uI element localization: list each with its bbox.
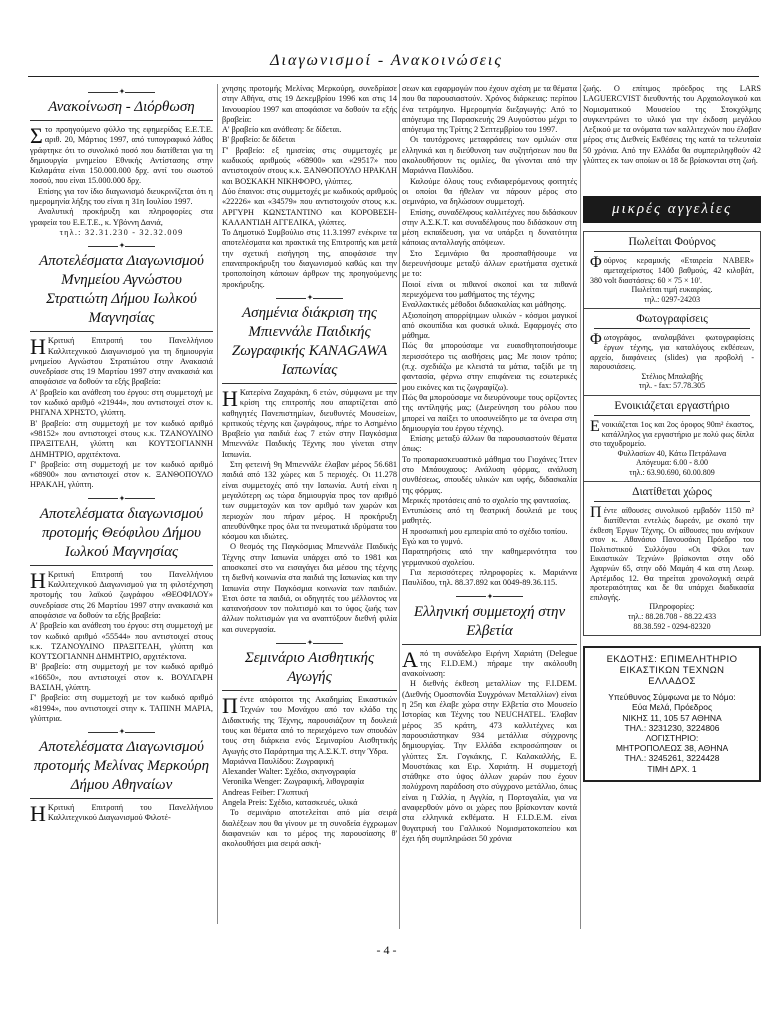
ad-contact: Απόγευμα: 6.00 - 8.00 bbox=[636, 458, 708, 468]
paragraph: Αξιοποίηση απορρίψιμων υλικών - κόσμοι μαγικοί από σκουπίδια και φυσικά υλικά. Εφαρμογές στο μάθημα. bbox=[402, 310, 577, 341]
ornament: ✦ bbox=[30, 727, 213, 736]
divider bbox=[594, 328, 750, 329]
classifieds-box bbox=[583, 231, 761, 636]
paragraph: Γ' βραβείο: στη συμμετοχή με τον κωδικό αριθμό «81994», που αντιστοιχεί στην κ. ΤΑΠΙΝΗ ΜΑΡΙΑ, γλύπτρια. bbox=[30, 693, 213, 723]
paragraph: Α' βραβείο και ανάθεση του έργου: στη συμμετοχή με τον κωδικό αριθμό «55544» που αντιστοιχεί στους κ.κ. ΤΖΑΝΟΥΛΙΝΟ ΠΡΑΞΙΤΕΛΗ, γλύπτη και ΚΟΥΤΣΟΓΙΑΝΝΗ ΔΗΜΗΤΡΙΟ, αρχιτέκτονα. bbox=[30, 621, 213, 662]
paragraph: Το σεμινάριο αποτελείται από μία σειρά διαλέξεων που θα γίνουν με τη συνοδεία έγχρωμων διαφανειών και το μέρος της παρουσίασης θ' ακολουθήσει μια σειρά ασκή- bbox=[222, 808, 397, 849]
paragraph: Η Κριτική Επιτροπή του Πανελλήνιου Καλλιτεχνικού Διαγωνισμού για τη φιλοτέχνηση προτομής του λαϊκού ζωγράφου «ΘΕΟΦΙΛΟΥ» συνεδρίασε στις 26 Μαρτίου 1997 στην ανακασιά και αποφάσισε να δοθούν τα εξής βραβεία: bbox=[30, 567, 213, 620]
ad-contact: τηλ.: 88.28.708 - 88.22.433 bbox=[627, 612, 717, 621]
article-title-swiss: Ελληνική συμμετοχή στην Ελβετία bbox=[413, 603, 566, 639]
ornament: ✦ bbox=[30, 87, 213, 96]
page-header-title: Διαγωνισμοί - Ανακοινώσεις bbox=[270, 52, 503, 69]
ad-contact: Στέλιος Μπαλαβής bbox=[641, 371, 703, 381]
paragraph: σεων και εφαρμογών που έχουν σχέση με τα θέματα που θα παρουσιαστούν. Χρόνος διάρκειας: περίπου ένα τετράμηνο. Ημερομηνία διεξαγωγής: Από το απόγευμα της Παρασκευής 29 Αυγούστου μέχρι το απόγευμα της Τρίτης 2 Σεπτεμβρίου του 1997. bbox=[402, 84, 577, 135]
column-1 bbox=[30, 84, 213, 924]
name-line: Veronika Wenger: Ζωγραφική, λιθογραφία bbox=[222, 777, 365, 787]
paragraph: Επίσης για τον ίδιο διαγωνισμό διευκρινίζεται ότι η ημερομηνία λήξης του είναι η 31η Ιουλίου 1997. bbox=[30, 186, 213, 207]
drop-cap: Φ bbox=[590, 331, 602, 349]
publisher-line: ΝΙΚΗΣ 11, 105 57 ΑΘΗΝΑ bbox=[622, 712, 722, 723]
ornament: ✦ bbox=[30, 241, 213, 250]
paragraph: Α' βραβείο και ανάθεση του έργου: στη συμμετοχή με τον κωδικό αριθμό «21944», που αντιστοιχεί στον κ. ΡΗΓΑΝΑ ΧΡΗΣΤΟ, γλύπτη. bbox=[30, 387, 213, 418]
paragraph: Αναλυτική προκήρυξη και πληροφορίες στα γραφεία του Ε.Ε.Τ.Ε., κ. Υβόννη Δανιά, bbox=[30, 207, 213, 227]
ad-text: Φούρνος κεραμικής «Εταιρεία NABER» αμεταχείριστος 1400 βαθμούς, 42 κιλοβάτ, 380 volt διαστάσεις: 60 × 75 × 10'. bbox=[590, 254, 754, 285]
divider bbox=[30, 565, 213, 566]
paragraph: Η Κριτική Επιτροπή του Πανελλήνιου Καλλιτεχνικού Διαγωνισμού Φιλοτέ- bbox=[30, 801, 213, 827]
paragraph: ζωής. Ο επίτιμος πρόεδρος της LARS LAGUERCVIST διευθυντής του Αρχαιολογικού και Νομισματικού Μουσείου της Στοκχόλμης συγκεντρώνει το υλικό για την έκδοση μεγάλου Λεξικού με τα ονόματα των καλλιτεχνών που έλαβαν μέρος στις Διεθνείς Εκθέσεις της κατά τα τελευταία 50 χρόνια. Από την Ελλάδα θα συμπεριληφθούν 42 γλύπτες εκ των οποίων οι 18 δε βρίσκονται στη ζωή. bbox=[583, 84, 761, 166]
article-title-seminar: Σεμινάριο Αισθητικής Αγωγής bbox=[244, 650, 375, 686]
divider bbox=[30, 331, 213, 332]
ad-contact: Φυλλασίων 40, Κάτω Πετράλωνα bbox=[617, 448, 727, 458]
paragraph: Πώς θα μπορούσαμε να ευαισθητοποιήσουμε περισσότερο τις αισθήσεις μας; Με ποιον τρόπο; (π.χ. σχεδιάζω με κλειστά τα μάτια, ταξίδι με τη φαντασία, φέρνω στην επιφάνεια τις εσωτερικές μου εικόνες και τις ζωγραφίζω). bbox=[402, 341, 577, 392]
publisher-line: ΜΗΤΡΟΠΟΛΕΩΣ 38, ΑΘΗΝΑ bbox=[615, 743, 729, 754]
ad-title: Πωλείται Φούρνος bbox=[628, 236, 716, 249]
paragraph: Οι ταυτόχρονες μεταφράσεις των ομιλιών στα ελληνικά και η διεύθυνση των συζητήσεων που θα ακολουθήσουν τις ομιλίες, θα γίνονται από την Μαριάννα Παυλίδου. bbox=[402, 135, 577, 176]
paragraph: Η Κατερίνα Ζαχαράκη, 6 ετών, σύμφωνα με την κρίση της επιτροπής που απαρτίζεται από καθηγητές Πανεπιστημίων, διευθυντές Μουσείων, κριτικούς τέχνης και ζωγράφους, πήρε το Ασημένιο Βραβείο για παιδιά έως 7 ετών στην Παγκόσμια Μπιεννάλε Παιδικής Τέχνης που γίνεται στην Ιαπωνία. bbox=[222, 385, 397, 459]
paragraph: Καλούμε όλους τους ενδιαφερόμενους φοιτητές οι οποίοι θα ήθελαν να πάρουν μέρος στο σεμινάριο, να δηλώσουν συμμετοχή. bbox=[402, 176, 577, 207]
ad-contact: τηλ. - fax: 57.78.305 bbox=[638, 381, 706, 391]
divider bbox=[222, 383, 397, 384]
ad-contact: Πληροφορίες: bbox=[649, 602, 695, 612]
paragraph: Β' βραβείο: στη συμμετοχή με τον κωδικό αριθμό «16650», που αντιστοιχεί στον κ. ΒΟΥΛΓΑΡΗ ΒΑΣΙΛΗ, γλύπτη. bbox=[30, 662, 213, 692]
divider bbox=[30, 798, 213, 799]
paragraph: Η προσωπική μου εμπειρία από το σχέδιο τοπίου. bbox=[402, 526, 568, 536]
paragraph: Επίσης, συναδέλφους καλλιτέχνες που διδάσκουν στην Α.Σ.Κ.Τ. και συναδέλφους που διδάσκουν στη μέση εκπαίδευση, για να υπάρξει η δυνατότητα κάποιας ανταλλαγής απόψεων. bbox=[402, 207, 577, 248]
paragraph: Το Δημοτικό Συμβούλιο στις 11.3.1997 ενέκρινε τα αποτελέσματα και πρακτικά της Επιτροπής και μετά την σχετική εισήγηση της, αποφάσισε την επαναπροκήρυξη του διαγωνισμού καθώς και την τροποποίηση κάποιων άρθρων της προηγούμενης προκήρυξης. bbox=[222, 228, 397, 289]
publisher-title: ΕΙΚΑΣΤΙΚΩΝ ΤΕΧΝΩΝ bbox=[619, 665, 725, 677]
page-number: - 4 - bbox=[376, 943, 397, 957]
name-line: Angela Preis: Σχέδιο, κατασκευές, υλικά bbox=[222, 798, 358, 808]
divider bbox=[594, 415, 750, 416]
paragraph: Β' βραβείο: δε δίδεται bbox=[222, 135, 296, 145]
header-rule bbox=[28, 76, 759, 77]
divider bbox=[594, 501, 750, 502]
divider bbox=[594, 251, 750, 252]
paragraph: χνησης προτομής Μελίνας Μερκούρη, συνεδρίασε στην Αθήνα, στις 19 Δεκεμβρίου 1996 και στις 14 Ιανουαρίου 1997 και αποφάσισε να δοθούν τα εξής βραβεία: bbox=[222, 84, 397, 124]
classifieds-banner: μικρές αγγελίες bbox=[583, 196, 761, 223]
paragraph: Γ' βραβείο: στη συμμετοχή με τον κωδικό αριθμό «68900» που αντιστοιχεί στον κ. ΞΑΝΘΟΠΟΥΛΟ ΗΡΑΚΛΗ, γλύπτη. bbox=[30, 459, 213, 490]
name-line: Μαριάννα Παυλίδου: Ζωγραφική bbox=[222, 756, 334, 766]
publisher-line: ΤΙΜΗ ΔΡΧ. 1 bbox=[647, 763, 697, 774]
article-title-silver-award: Ασημένια διάκριση της Μπιεννάλε Παιδικής Ζωγραφικής KANAGAWA Ιαπωνίας bbox=[231, 304, 388, 378]
column-divider bbox=[580, 84, 581, 929]
ad-contact: τηλ.: 63.90.690, 60.00.809 bbox=[629, 467, 715, 477]
ad-contact: τηλ.: 0297-24203 bbox=[643, 294, 701, 304]
paragraph: Πώς θα μπορούσαμε να διευρύνουμε τους ορίζοντες της αντίληψής μας; (Διερεύνηση του ρόλου που μπορεί να παίξει το υποσυνείδητο με τα όνειρα στη δημιουργία του έργου τέχνης). bbox=[402, 392, 577, 433]
paragraph: Παρατηρήσεις από την καθημερινότητα του γερμανικού σχολείου. bbox=[402, 547, 577, 567]
ad-text: Φωτογράφος, αναλαμβάνει φωτογραφίσεις έργων τέχνης, για καταλόγους εκθέσεων, αρχείο, διαφάνειες (slides) για προβολή - παρουσιάσεις. bbox=[590, 331, 754, 372]
paragraph: Α' βραβείο και ανάθεση: δε δίδεται. bbox=[222, 125, 342, 135]
divider bbox=[222, 690, 397, 691]
publisher-line: ΤΗΛ.: 3245261, 3224428 bbox=[624, 753, 720, 764]
ornament: ✦ bbox=[30, 494, 213, 503]
ad-contact: 88.38.592 - 0294-82320 bbox=[633, 621, 711, 631]
paragraph: Εντυπώσεις από τη θεατρική δουλειά με τους μαθητές. bbox=[402, 506, 577, 526]
divider bbox=[30, 120, 213, 121]
paragraph: Ο θεσμός της Παγκόσμιας Μπιεννάλε Παιδικής Τέχνης στην Ιαπωνία υπάρχει από το 1981 και αποσκοπεί στο να εισαγάγει δια μέσου της τέχνης τη διεθνή κοινωνία στα παιδιά της Ιαπωνίας και την Ιαπωνία στην Παγκόσμια κοινωνία των παιδιών. Έτσι όστε τα παιδιά, οι οδηγητές του μέλλοντος να κατανοήσουν τον πολιτισμό και το ύφος ζωής των άλλων πολιτισμών για να αναπτύξουν διεθνή φιλία και συνεργασία. bbox=[222, 542, 397, 634]
ad-title: Ενοικιάζεται εργαστήριο bbox=[614, 399, 730, 412]
paragraph: Πέντε απόφοιτοι της Ακαδημίας Εικαστικών Τεχνών του Μονάχου από τον κλάδο της Διδακτικής της Τέχνης, παρουσιάζουν τη δουλειά τους και θέματα από το περιεχόμενο των σπουδών τους στη διάρκεια ενός Σεμιναρίου Αισθητικής Αγωγής στο Παράρτημα της Α.Σ.Κ.Τ. στην Ύδρα. bbox=[222, 693, 397, 756]
publisher-line: ΤΗΛ.: 3231230, 3224806 bbox=[624, 722, 720, 733]
column-3 bbox=[402, 84, 577, 929]
drop-cap: Η bbox=[30, 801, 46, 827]
column-divider bbox=[217, 84, 218, 924]
ad-space bbox=[584, 481, 760, 631]
paragraph: Δύο έπαινοι: στις συμμετοχές με κωδικούς αριθμούς «22226» και «34579» που αντιστοιχούν στους κ.κ. ΑΡΓΥΡΗ ΚΩΝΣΤΑΝΤΙΝΟ και ΚΟΡΟΒΕΣΗ-ΚΑΛΑΝΤΙΔΗ ΑΓΓΕΛΙΚΑ, γλύπτες. bbox=[222, 186, 397, 227]
drop-cap: Η bbox=[30, 334, 46, 360]
ad-title: Φωτογραφίσεις bbox=[636, 313, 708, 326]
drop-cap: Π bbox=[222, 693, 238, 719]
paragraph: Ποιοί είναι οι πιθανοί σκοποί και τα πιθανά περιεχόμενα του μαθήματος της τέχνης; bbox=[402, 279, 577, 299]
paragraph: Από τη συνάδελφο Ειρήνη Χαριάτη (Delegue της F.I.D.EM.) πήραμε την ακόλουθη ανακοίνωση: bbox=[402, 646, 577, 679]
article-title-results-2: Αποτελέσματα διαγωνισμού προτομής Θεόφιλου Δήμου Ιωλκού Μαγνησίας bbox=[39, 505, 204, 560]
ad-workshop bbox=[584, 395, 760, 478]
paragraph: Στο Σεμινάριο θα προσπαθήσουμε να διερευνήσουμε μεταξύ άλλων ερωτήματα σχετικά με το: bbox=[402, 248, 577, 279]
name-line: Andreas Feiber: Γλυπτική bbox=[222, 787, 309, 797]
paragraph: Επίσης μεταξύ άλλων θα παρουσιαστούν θέματα όπως: bbox=[402, 434, 577, 454]
paragraph: Για περισσότερες πληροφορίες κ. Μαριάννα Παυλίδου, τηλ. 88.37.892 και 0049-89.36.115. bbox=[402, 567, 577, 588]
publisher-line: ΛΟΓΙΣΤΗΡΙΟ: bbox=[645, 733, 699, 743]
paragraph: Το προπαρασκευαστικό μάθημα του Γιοχάνες Ίττεν στο Μπάουχαους: Ανάλυση φόρμας, ανάλυση συνθέσεως, σπουδές υλικών και υφής, διδασκαλία της φόρμας. bbox=[402, 454, 577, 495]
article-title-results-3: Αποτελέσματα Διαγωνισμού προτομής Μελίνας Μερκούρη Δήμου Αθηναίων bbox=[33, 739, 210, 794]
drop-cap: Α bbox=[402, 646, 418, 672]
ornament: ✦ bbox=[222, 293, 397, 302]
paragraph: Γ' βραβείο: εξ ημισείας στις συμμετοχές με κωδικούς αριθμούς «68900» και «29517» που αντιστοιχούν στους κ.κ. ΞΑΝΘΟΠΟΥΛΟ ΗΡΑΚΛΗ και ΒΟΣΚΑΚΗ ΝΙΚΗΦΟΡΟ, γλύπτες. bbox=[222, 145, 397, 186]
article-title-notice: Ανακοίνωση - Διόρθωση bbox=[48, 99, 195, 115]
paragraph: Μερικές προτάσεις από το σχολείο της φαντασίας. bbox=[402, 495, 571, 505]
drop-cap: Σ bbox=[30, 123, 43, 148]
drop-cap: Π bbox=[590, 504, 602, 522]
ad-text: Πέντε αίθουσες συνολικού εμβαδόν 1150 m² διατίθενται εντελώς δωρεάν, με σκοπό την έκθεση Έργων Τέχνης. Οι αίθουσες που ανήκουν στον κ. Αθανάσιο Πανουσάκη Πρόεδρο του Πολιτιστικού Συλλόγου «Οι Φίλοι των Εικαστικών Τεχνών» βρίσκονται στην οδό Αχαρνών 65, στην οδό Μαμάη 4 και στη Λεωφ. Αρτέμιδος 12. Θα τηρείται χρονολογική σειρά προτεραιότητας και δε θα υπάρχει διαδικασία επιλογής. bbox=[590, 504, 754, 602]
paragraph: Εναλλακτικές μέθοδοι διδασκαλίας και μάθησης. bbox=[402, 300, 567, 310]
paragraph: Στο προηγούμενο φύλλο της εφημερίδας Ε.Ε.Τ.Ε. αριθ. 20, Μάρτιος 1997, από τυπογραφικό λάθος γράφτηκε ότι το συνολικό ποσό που διατίθεται για τη δημιουργία μνημείου Εθνικής Αντίστασης στην Καλαμάτα είναι 150.000.000 δρχ. αντί του σωστού ποσού, που είναι 15.000.000 δρχ. bbox=[30, 123, 213, 186]
drop-cap: Η bbox=[222, 385, 238, 411]
divider bbox=[402, 644, 577, 645]
paragraph: Η Κριτική Επιτροπή του Πανελλήνιου Καλλιτεχνικού Διαγωνισμού για τη δημιουργία μνημείου Αγνώστου Στρατιώτου στην Ανακασιά συνεδρίασε στις 19 Μαρτίου 1997 στην ανακασιά και αποφάσισε να δοθούν τα εξής βραβεία: bbox=[30, 334, 213, 387]
paragraph: Εγώ και το γυμνό. bbox=[402, 537, 463, 547]
publisher-title: ΕΚΔΟΤΗΣ: ΕΠΙΜΕΛΗΤΗΡΙΟ bbox=[606, 654, 738, 666]
paragraph: Στη φετεινή 9η Μπιεννάλε έλαβαν μέρος 56.681 παιδιά από 132 χώρες και 5 περιοχές. Οι 11.278 είναι συμμετοχές από την Ιαπωνία. Αυτή είναι η μεγαλύτερη ως τώρα δημιουργία προς τον αριθμό των συμμετοχών και τον αριθμό των χωρών και περιοχών που πήραν μέρος. Η προκήρυξη απευθύνθηκε προς όλα τα πνευματικά ιδρύματα του κόσμου και ιδιώτες. bbox=[222, 460, 397, 542]
ornament: ✦ bbox=[222, 638, 397, 647]
column-2 bbox=[222, 84, 397, 929]
ad-title: Διατίθεται χώρος bbox=[632, 486, 712, 499]
drop-cap: Η bbox=[30, 567, 46, 593]
article-title-results-1: Αποτελέσματα Διαγωνισμού Μνημείου Αγνώστου Στρατιώτη Δήμου Ιωλκού Μαγνησίας bbox=[39, 253, 204, 327]
ad-furnace bbox=[584, 236, 760, 304]
ad-photography bbox=[584, 308, 760, 391]
paragraph: Η διεθνής έκθεση μεταλλίων της F.I.DEM. (Διεθνής Ομοσπονδία Συγχρόνων Μεταλλίων) είναι η 25η και έλαβε χώρα στην Ελβετία στο Μουσείο Ιστορίας και Τέχνης του NEUCHATEL. Έλαβαν μέρος 35 κράτη, 473 καλλιτέχνες και παρουσιάστηκαν 934 μετάλλια σύγχρονης δημιουργίας. Την Ελλάδα εκπροσώπησαν οι γλύπτες Σπ. Γογκάκης, Γ. Καλακαλλής, Ε. Μουστάκας και Ειρ. Χαριάτη. Η συμμετοχή στάθηκε στο ύψος άλλων χωρών που έχουν πολύχρονη παράδοση στο σύγχρονο μετάλλιο, όπως είναι η Γαλλία, η Αγγλία, η Πορτογαλία, για να αναφερθούν μόνο οι χώρες που βρίσκονταν κοντά στα ελληνικά εκθέματα. Η F.I.D.E.M. είναι θυγατρική του Γαλλικού Νομισματοκοπείου και έχει ήδη συμπληρώσει 50 χρόνια bbox=[402, 679, 577, 843]
publisher-line: Εύα Μελά, Πρόεδρος bbox=[631, 702, 713, 713]
publisher-title: ΕΛΛΑΔΟΣ bbox=[648, 676, 696, 688]
column-4 bbox=[583, 84, 761, 954]
paragraph: Β' βραβείο: στη συμμετοχή με τον κωδικό αριθμό «98152» που αντιστοιχεί στους κ.κ. ΤΖΑΝΟΥΛΙΝΟ ΠΡΑΞΙΤΕΛΗ, γλύπτη και ΚΟΥΤΣΟΓΙΑΝΝΗ ΔΗΜΗΤΡΙΟ, αρχιτέκτονα. bbox=[30, 418, 213, 459]
drop-cap: Ε bbox=[590, 417, 600, 435]
ornament: ✦ bbox=[402, 592, 577, 601]
ad-contact: Πωλείται τιμή ευκαιρίας. bbox=[631, 285, 713, 295]
publisher-box bbox=[583, 646, 761, 782]
publisher-line: Υπεύθυνος Σύμφωνα με το Νόμο: bbox=[608, 692, 736, 703]
name-line: Alexander Walter: Σχέδιο, σκηνογραφία bbox=[222, 767, 356, 777]
ad-text: Ενοικιάζεται 1ος και 2ος όροφος 90m² έκαστος, κατάλληλος για εργαστήριο με πολύ φως δίπλα στο ταχυδρομείο. bbox=[590, 417, 754, 449]
phone-line: τηλ.: 32.31.230 - 32.32.009 bbox=[59, 227, 184, 237]
column-divider bbox=[399, 84, 400, 929]
drop-cap: Φ bbox=[590, 254, 602, 272]
